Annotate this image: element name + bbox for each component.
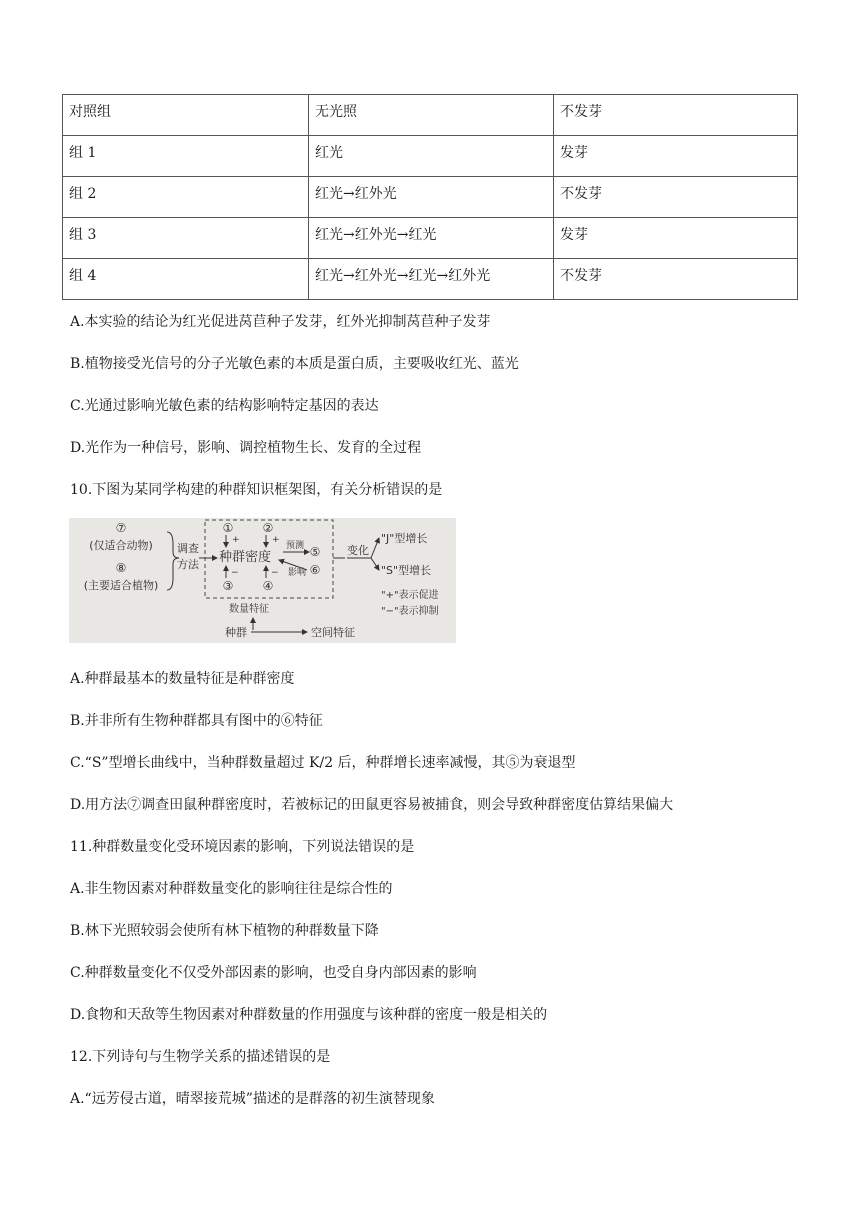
legend-plus: "+"表示促进 (381, 590, 439, 601)
q11-option-b: B.林下光照较弱会使所有林下植物的种群数量下降 (70, 923, 379, 939)
table-cell: 组 1 (63, 136, 309, 177)
table-cell: 不发芽 (554, 177, 798, 218)
label-n5: ⑤ (309, 545, 321, 559)
q11-stem: 11.种群数量变化受环境因素的影响，下列说法错误的是 (70, 839, 415, 855)
table-cell: 红光→红外光→红光 (309, 218, 554, 259)
sign-minus-3: − (231, 568, 239, 578)
q11-option-a: A.非生物因素对种群数量变化的影响往往是综合性的 (70, 881, 393, 897)
legend-minus: "−"表示抑制 (381, 606, 439, 617)
label-n8: ⑧ (115, 561, 127, 575)
q10-option-d: D.用方法⑦调查田鼠种群密度时，若被标记的田鼠更容易被捕食，则会导致种群密度估算结果偏大 (70, 797, 674, 813)
label-n1: ① (222, 521, 234, 535)
table-cell: 不发芽 (554, 95, 798, 136)
table-cell: 对照组 (63, 95, 309, 136)
table-cell: 红光→红外光 (309, 177, 554, 218)
label-spatial-feature: 空间特征 (311, 626, 355, 639)
arrow-j (371, 538, 379, 558)
label-population: 种群 (225, 626, 247, 639)
table-row (63, 259, 798, 300)
table-cell: 无光照 (309, 95, 554, 136)
q12-option-a: A.“远芳侵古道，晴翠接荒城”描述的是群落的初生演替现象 (70, 1091, 435, 1107)
q9-option-a: A.本实验的结论为红光促进莴苣种子发芽，红外光抑制莴苣种子发芽 (70, 314, 491, 330)
label-change: 变化 (347, 544, 369, 557)
arrow-s (371, 558, 379, 570)
population-framework-figure (69, 518, 456, 643)
table-row (63, 218, 798, 259)
label-s-growth: "S"型增长 (381, 564, 432, 577)
table-cell: 组 3 (63, 218, 309, 259)
label-n8-note: (主要适合植物) (83, 579, 159, 592)
table-cell: 红光→红外光→红光→红外光 (309, 259, 554, 300)
label-predict: 预测 (285, 541, 305, 551)
label-n3: ③ (222, 579, 234, 593)
label-n4: ④ (262, 579, 274, 593)
label-j-growth: "J"型增长 (381, 532, 428, 545)
q10-option-c: C.“S”型增长曲线中，当种群数量超过 K/2 后，种群增长速率减慢，其⑤为衰退型 (70, 755, 576, 771)
label-n6: ⑥ (309, 563, 321, 577)
table-cell: 发芽 (554, 218, 798, 259)
experiment-table (62, 94, 798, 300)
sign-minus-4: − (271, 568, 279, 578)
table-cell: 发芽 (554, 136, 798, 177)
q11-option-d: D.食物和天敌等生物因素对种群数量的作用强度与该种群的密度一般是相关的 (70, 1007, 548, 1023)
table-row (63, 177, 798, 218)
label-density: 种群密度 (218, 550, 272, 565)
q12-stem: 12.下列诗句与生物学关系的描述错误的是 (70, 1049, 331, 1065)
q11-option-c: C.种群数量变化不仅受外部因素的影响，也受自身内部因素的影响 (70, 965, 477, 981)
label-n7: ⑦ (115, 521, 127, 535)
q9-option-b: B.植物接受光信号的分子光敏色素的本质是蛋白质，主要吸收红光、蓝光 (70, 356, 519, 372)
label-n7-note: (仅适合动物) (89, 539, 153, 552)
table-row (63, 95, 798, 136)
table-cell: 红光 (309, 136, 554, 177)
table-row (63, 136, 798, 177)
q10-stem: 10.下图为某同学构建的种群知识框架图，有关分析错误的是 (70, 482, 443, 498)
sign-plus-1: + (232, 535, 240, 545)
sign-plus-2: + (272, 535, 280, 545)
framework-diagram (69, 518, 456, 643)
q10-option-b: B.并非所有生物种群都具有图中的⑥特征 (70, 713, 323, 729)
label-influence: 影响 (287, 568, 307, 578)
label-quantity-feature: 数量特征 (229, 604, 269, 615)
table-cell: 不发芽 (554, 259, 798, 300)
table-cell: 组 4 (63, 259, 309, 300)
label-survey-2: 方法 (177, 558, 199, 571)
table-cell: 组 2 (63, 177, 309, 218)
q9-option-c: C.光通过影响光敏色素的结构影响特定基因的表达 (70, 398, 379, 414)
label-n2: ② (262, 521, 274, 535)
q9-option-d: D.光作为一种信号，影响、调控植物生长、发育的全过程 (70, 440, 422, 456)
q10-option-a: A.种群最基本的数量特征是种群密度 (70, 671, 295, 687)
label-survey-1: 调查 (177, 542, 199, 555)
